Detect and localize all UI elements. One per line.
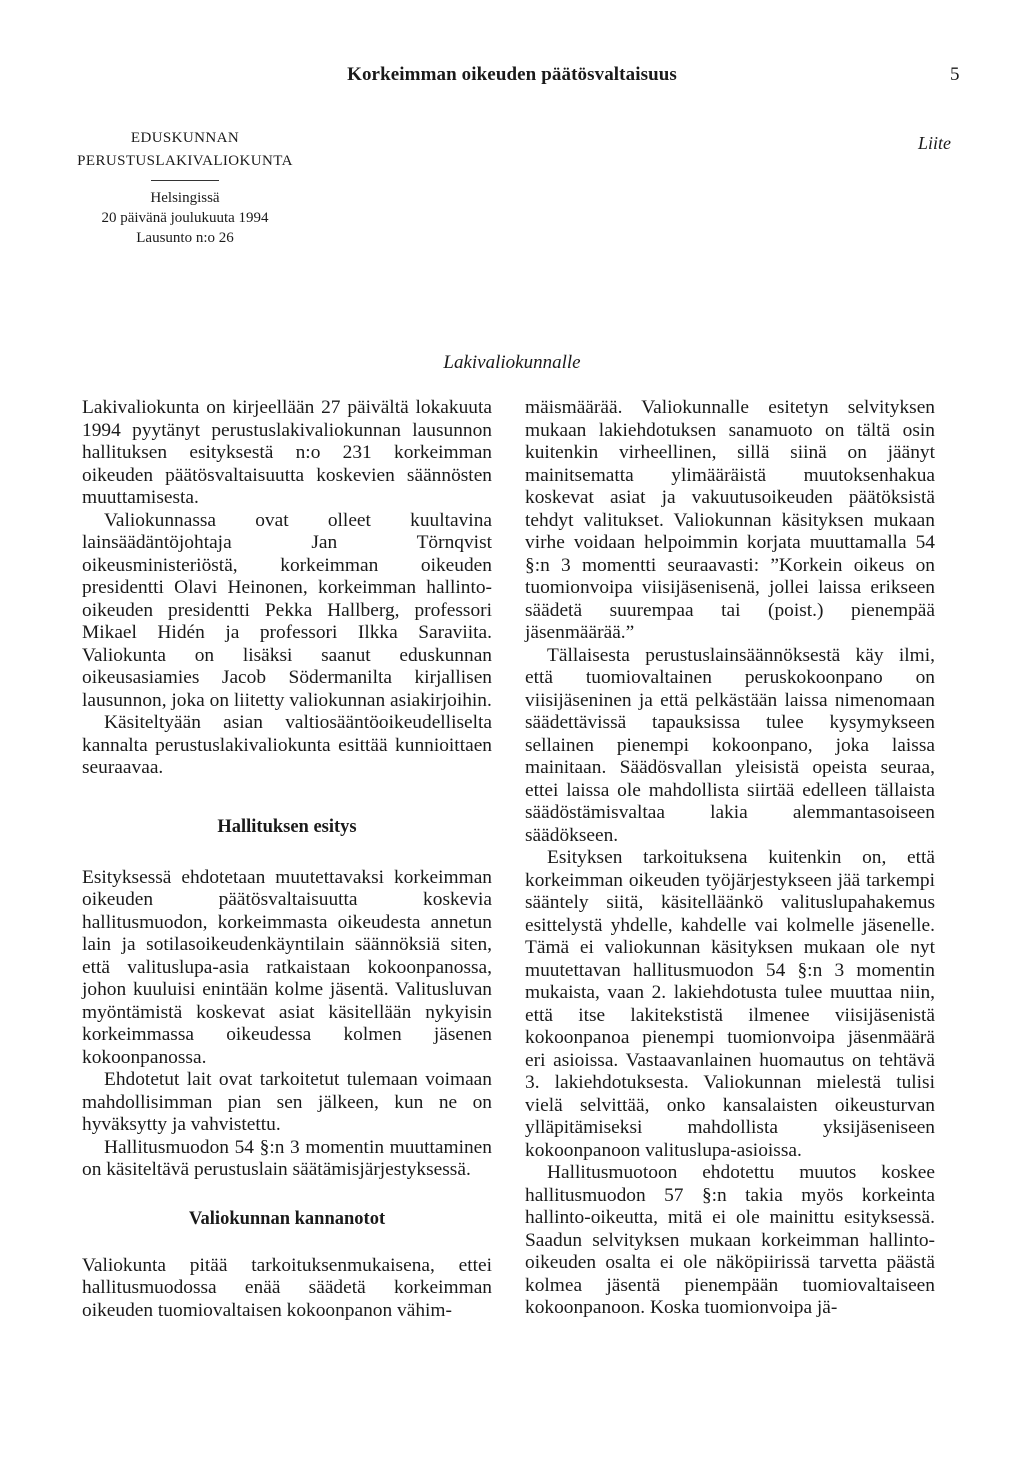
statement-number: Lausunto n:o 26 (136, 230, 234, 246)
section-heading: Valiokunnan kannanotot (188, 1208, 386, 1229)
section-heading: Hallituksen esitys (217, 816, 357, 837)
sender-line-2: PERUSTUSLAKIVALIOKUNTA (77, 153, 293, 169)
divider (151, 180, 219, 181)
paragraph: Valiokunta pitää tarkoituksenmukaisena, ettei hallitusmuodossa enää säädetä korkeimman oikeuden tuomiovaltaisen kokoonpanon vähim- (82, 1254, 492, 1321)
sender-block (20, 127, 350, 248)
paragraph: Valiokunnassa ovat olleet kuultavina lainsäädäntöjohtaja Jan Törnqvist oikeusministeriöstä, korkeimman oikeuden presidentti Olavi Heinonen, korkeimman hallinto-oikeuden presidentti Pekka Hallberg, professori Mikael Hidén ja professori Ilkka Saraviita. Valiokunta on lisäksi saanut eduskunnan oikeusasiamies Jacob Södermanilta kirjallisen lausunnon, joka on liitetty valiokunnan asiakirjoihin. (82, 509, 492, 711)
right-column (525, 397, 935, 1320)
page-number: 5 (950, 64, 960, 85)
annex-label: Liite (918, 133, 952, 153)
paragraph: Ehdotetut lait ovat tarkoitetut tulemaan voimaan mahdollisimman pian sen jälkeen, kun ne on hyväksytty ja vahvistettu. (82, 1069, 492, 1135)
left-column (82, 397, 492, 1322)
paragraph: Esityksessä ehdotetaan muutettavaksi korkeimman oikeuden päätösvaltaisuutta koskevia hallitusmuodon, korkeimmasta oikeudesta annetun lain ja sotilasoikeudenkäyntilain säännöksiä siten, että valituslupa-asia ratkaistaan kokoonpanossa, johon kuuluisi enintään kolme jäsentä. Valitusluvan myöntämistä koskevat asiat käsitellään nykyisin korkeimmassa oikeudessa kolmen jäsenen kokoonpanossa. (82, 866, 492, 1068)
paragraph: Lakivaliokunta on kirjeellään 27 päivältä lokakuuta 1994 pyytänyt perustuslakivaliokunnan lausunnon hallituksen esityksestä n:o 231 korkeimman oikeuden päätösvaltaisuutta koskevien säännösten muuttamisesta. (82, 397, 492, 508)
paragraph: Käsiteltyään asian valtiosääntöoikeudelliselta kannalta perustuslakivaliokunta esittää kunnioittaen seuraavaa. (82, 712, 492, 778)
paragraph: Hallitusmuotoon ehdotettu muutos koskee hallitusmuodon 57 §:n takia myös korkeinta hallinto-oikeutta, mitä ei ole mainittu esityksessä. Saadun selvityksen mukaan korkeimman hallinto-oikeuden osalta ei ole näköpiirissä tarvetta päästä kolmea jäsentä pienempään tuomiovaltaiseen kokoonpanoon. Koska tuomionvoipa jä- (525, 1162, 935, 1318)
paragraph: Tällaisesta perustuslainsäännöksestä käy ilmi, että tuomiovaltainen peruskokoonpano on viisijäseninen ja että pelkästään laissa nimenomaan säädettävissä tapauksissa tulee kysymykseen sellainen pienempi kokoonpano, joka laissa mainitaan. Säädösvallan yleisistä opeista seuraa, ettei laissa ole mahdollista siirtää edelleen tällaista säädöstämisvaltaa lakia alemmantasoiseen säädökseen. (525, 644, 935, 846)
addressee: Lakivaliokunnalle (443, 352, 581, 373)
date: 20 päivänä joulukuuta 1994 (101, 210, 269, 226)
running-title: Korkeimman oikeuden päätösvaltaisuus (347, 64, 677, 85)
paragraph: Hallitusmuodon 54 §:n 3 momentin muuttaminen on käsiteltävä perustuslain säätämisjärjestyksessä. (82, 1136, 492, 1180)
place: Helsingissä (150, 190, 220, 206)
sender-line-1: EDUSKUNNAN (130, 130, 240, 146)
paragraph: mäismäärää. Valiokunnalle esitetyn selvityksen mukaan lakiehdotuksen sanamuoto on tältä osin kuitenkin virheellinen, sillä siinä on jäänyt mainitsematta ylimääräistä muutoksenhakua koskevat asiat ja vakuutusoikeuden päätöksistä tehdyt valitukset. Valiokunnan käsityksen mukaan virhe voidaan helpoimmin korjata muuttamalla 54 §:n 3 momentti seuraavasti: ”Korkein oikeus on tuomionvoipa viisijäsenisenä, jollei laissa erikseen säädetä suurempaa tai (poist.) pienempää jäsenmäärää.” (525, 397, 935, 643)
paragraph: Esityksen tarkoituksena kuitenkin on, että korkeimman oikeuden työjärjestykseen jää tarkempi sääntely siitä, käsitelläänkö valituslupahakemus esittelystä yhdelle, kahdelle vai kolmelle jäsenelle. Tämä ei valiokunnan käsityksen mukaan ole nyt muutettavan hallitusmuodon 54 §:n 3 momentin mukaista, vaan 2. lakiehdotusta tulee muuttaa niin, että itse lakitekstistä ilmenee viisijäsenistä kokoonpanoa pienempi tuomionvoipa jäsenmäärä eri asioissa. Vastaavanlainen huomautus on tehtävä 3. lakiehdotuksesta. Valiokunnan mielestä tulisi vielä selvittää, onko kansalaisten oikeusturvan ylläpitämiseksi mahdollista yksijäseniseen kokoonpanoon valituslupa-asioissa. (525, 847, 935, 1161)
